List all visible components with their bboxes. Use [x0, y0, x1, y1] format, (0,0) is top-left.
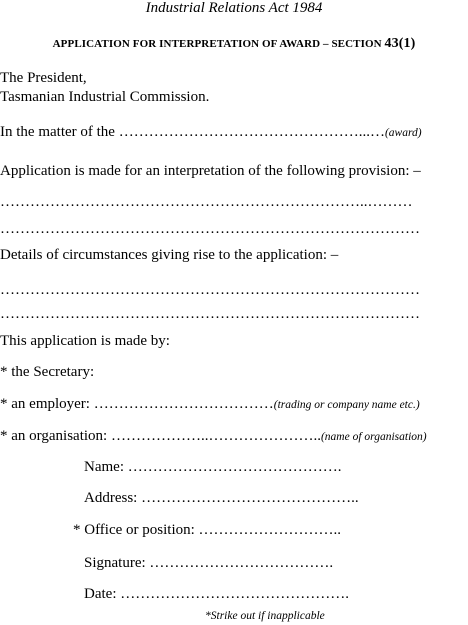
address-field: Address: ……………………………………..	[84, 490, 359, 506]
provision-dots-1: ………………………………………………………………..………	[0, 194, 413, 210]
employer-text: * an employer: ………………………………	[0, 396, 274, 412]
provision-dots-2: …………………………………………………………………………	[0, 221, 420, 237]
section-number: 43(1)	[384, 36, 416, 51]
name-field: Name: …………………………………….	[84, 459, 342, 475]
act-title: Industrial Relations Act 1984	[145, 0, 323, 16]
organisation-text: * an organisation: ………………..…………………..	[0, 428, 321, 444]
circumstances-dots-1: …………………………………………………………………………	[0, 282, 420, 298]
circumstances-dots-2: …………………………………………………………………………	[0, 306, 420, 322]
addressee-line-2: Tasmanian Industrial Commission.	[0, 89, 210, 105]
secretary-line: * the Secretary:	[0, 364, 95, 380]
application-heading	[0, 35, 468, 53]
signature-field: Signature: ……………………………….	[84, 555, 334, 571]
application-heading-text: APPLICATION FOR INTERPRETATION OF AWARD – SECTION	[52, 38, 385, 50]
office-field: * Office or position: ………………………..	[73, 522, 342, 538]
employer-note: (trading or company name etc.)	[273, 399, 420, 411]
matter-text: In the matter of the …………………………………………...…	[0, 124, 385, 140]
made-by-prompt: This application is made by:	[0, 333, 170, 349]
employer-line	[0, 396, 420, 414]
matter-line	[0, 124, 422, 142]
matter-suffix: (award)	[384, 127, 422, 139]
organisation-note: (name of organisation)	[320, 431, 427, 443]
organisation-line	[0, 428, 427, 446]
footnote: *Strike out if inapplicable	[205, 610, 325, 622]
provision-prompt: Application is made for an interpretation of the following provision: –	[0, 163, 421, 179]
addressee-line-1: The President,	[0, 70, 87, 86]
date-field: Date: ……………………………………….	[84, 586, 349, 602]
circumstances-prompt: Details of circumstances giving rise to the application: –	[0, 247, 339, 263]
